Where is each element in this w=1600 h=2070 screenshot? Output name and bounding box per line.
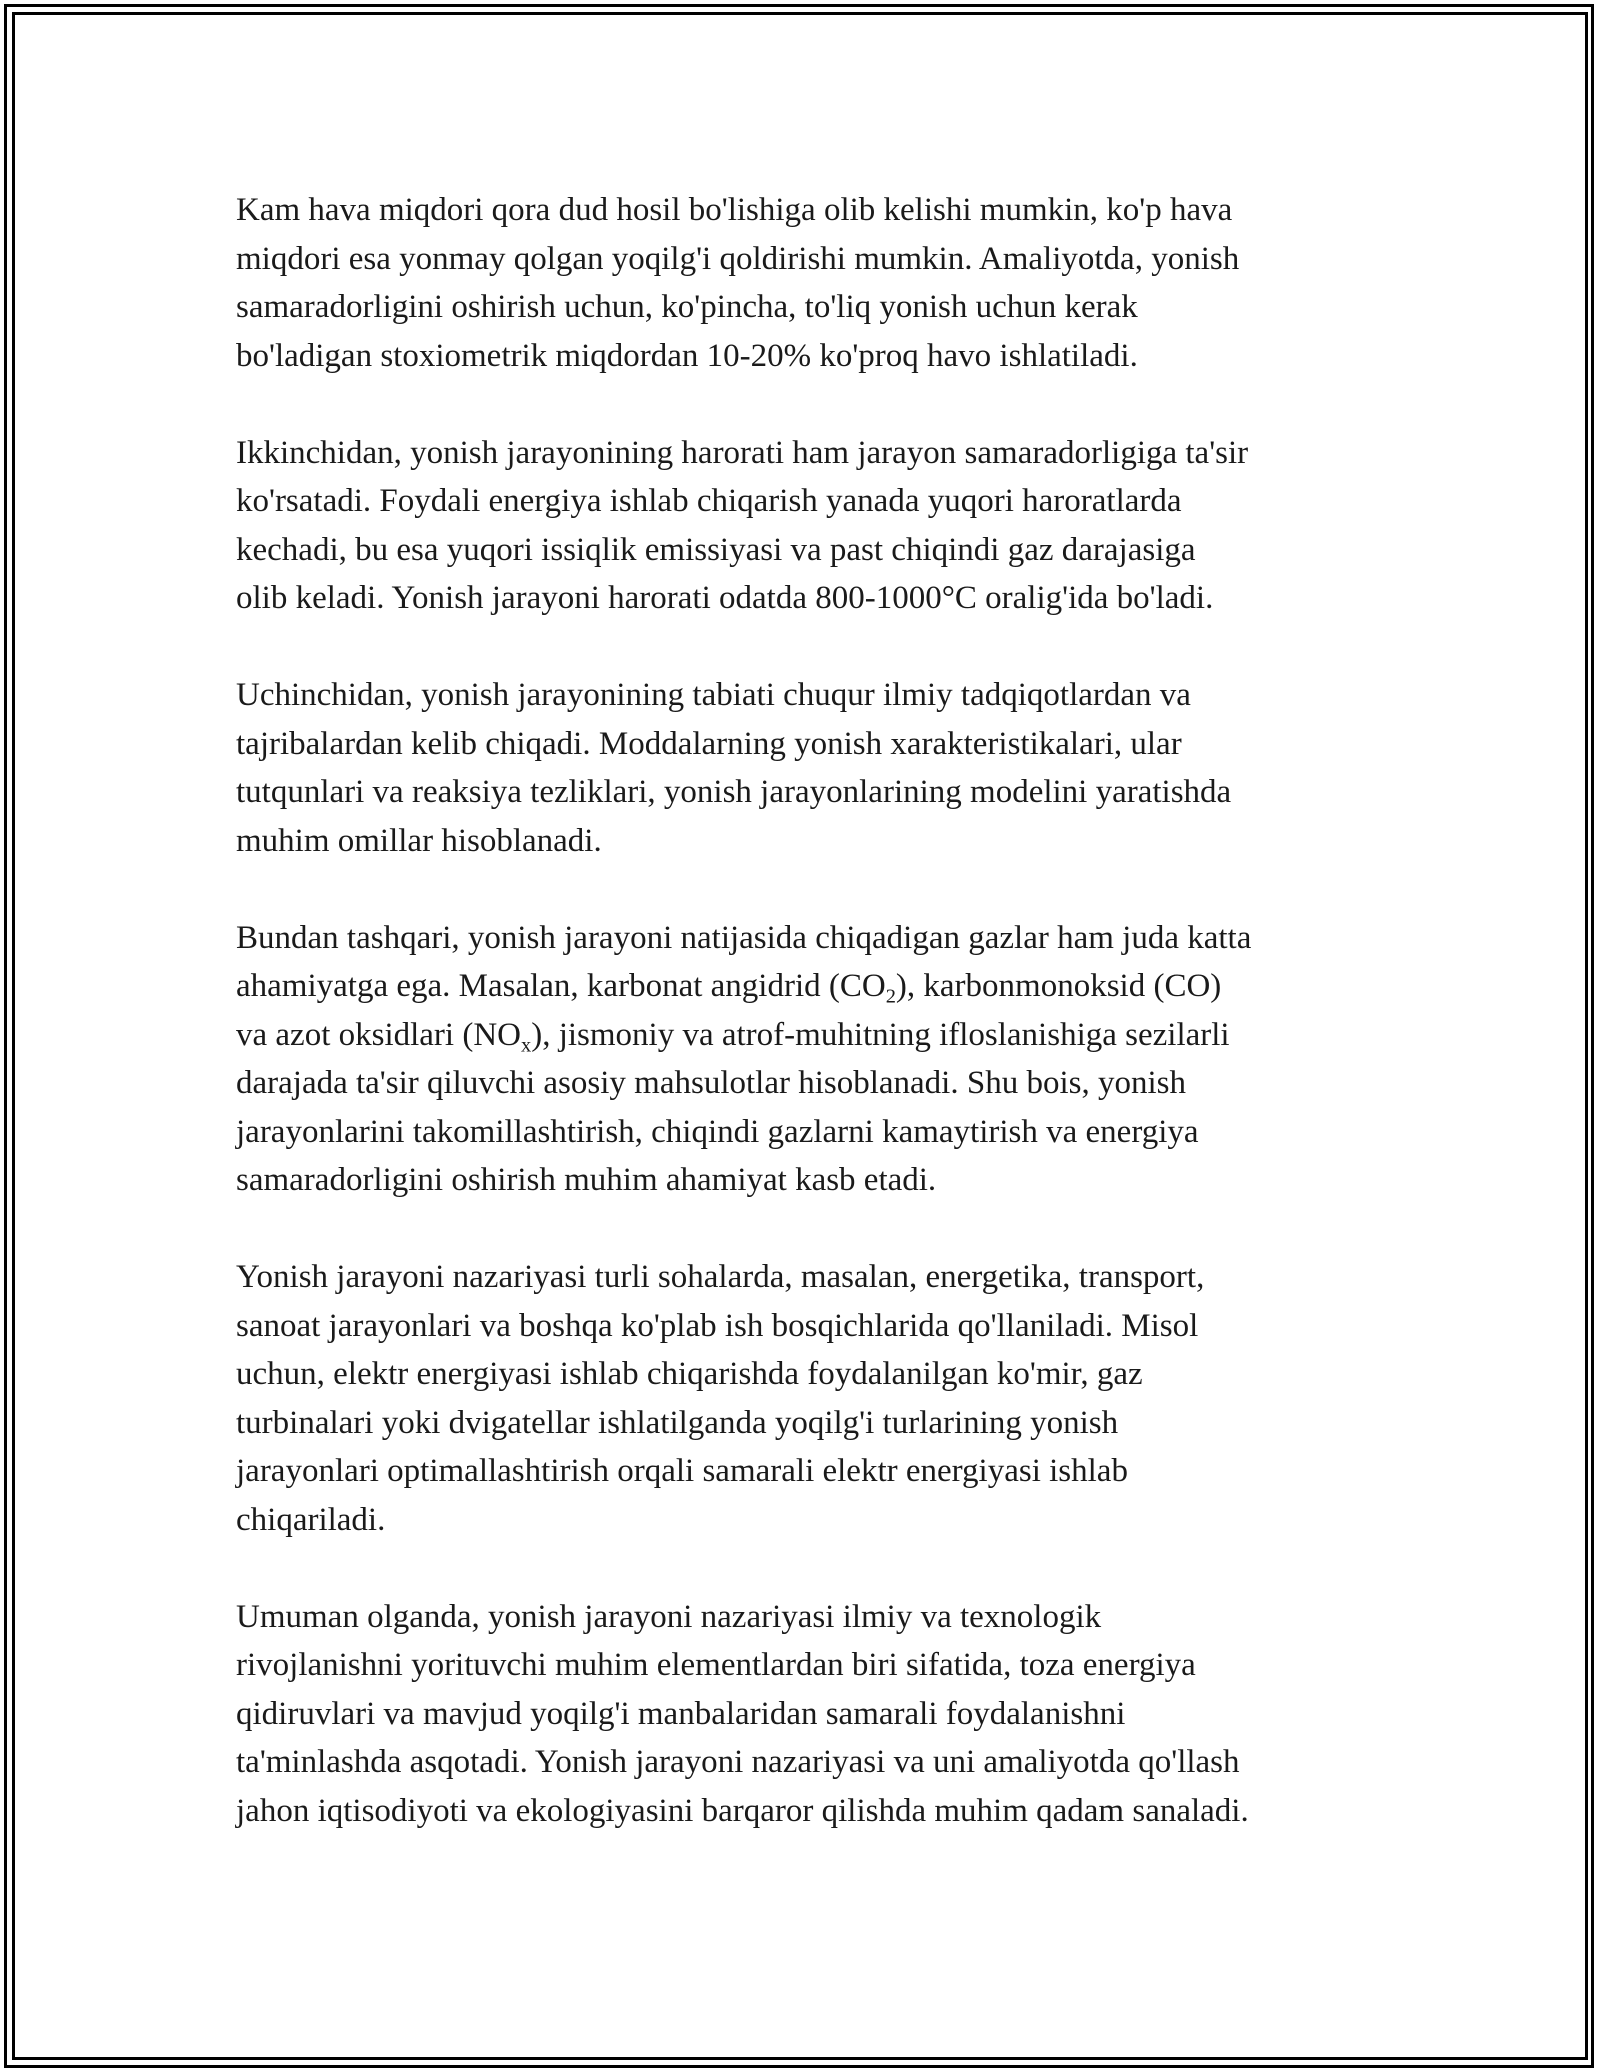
subscript: 2: [885, 985, 896, 1008]
text-line: sanoat jarayonlari va boshqa ko'plab ish bosqichlarida qo'llaniladi. Misol: [236, 1307, 1199, 1344]
text-line: Yonish jarayoni nazariyasi turli sohalarda, masalan, energetika, transport,: [236, 1259, 1205, 1295]
paragraph-nature: [236, 671, 1376, 865]
text-line: tajribalardan kelib chiqadi. Moddalarning yonish xarakteristikalari, ular: [236, 725, 1182, 762]
text-line: turbinalari yoki dvigatellar ishlatilganda yoqilg'i turlarining yonish: [236, 1404, 1119, 1441]
text-line: ko'rsatadi. Foydali energiya ishlab chiqarish yanada yuqori haroratlarda: [236, 483, 1182, 519]
paragraph-applications: [236, 1253, 1376, 1544]
text-line: Uchinchidan, yonish jarayonining tabiati chuqur ilmiy tadqiqotlardan va: [236, 677, 1191, 713]
text-segment: ), jismoniy va atrof-muhitning ifloslanishiga sezilarli: [531, 1016, 1230, 1053]
text-line: chiqariladi.: [236, 1501, 386, 1538]
text-line: jahon iqtisodiyoti va ekologiyasini barqaror qilishda muhim qadam sanaladi.: [236, 1792, 1249, 1829]
text-line: darajada ta'sir qiluvchi asosiy mahsulotlar hisoblanadi. Shu bois, yonish: [236, 1065, 1186, 1101]
text-line: uchun, elektr energiyasi ishlab chiqarishda foydalanilgan ko'mir, gaz: [236, 1356, 1143, 1392]
text-line: Umuman olganda, yonish jarayoni nazariyasi ilmiy va texnologik: [236, 1598, 1102, 1635]
paragraph-air-amount: [236, 186, 1376, 380]
text-line-co2: [236, 962, 1376, 1011]
text-line: ta'minlashda asqotadi. Yonish jarayoni nazariyasi va uni amaliyotda qo'llash: [236, 1744, 1240, 1780]
text-line: Bundan tashqari, yonish jarayoni natijasida chiqadigan gazlar ham juda katta: [236, 919, 1252, 956]
paragraph-emissions: [236, 914, 1376, 1205]
text-line: rivojlanishni yorituvchi muhim elementlardan biri sifatida, toza energiya: [236, 1647, 1196, 1683]
paragraph-conclusion: [236, 1593, 1376, 1836]
paragraph-temperature: [236, 429, 1376, 623]
document-body: [236, 186, 1376, 1884]
text-line: tutqunlari va reaksiya tezliklari, yonish jarayonlarining modelini yaratishda: [236, 774, 1232, 810]
text-line: samaradorligini oshirish uchun, ko'pincha, to'liq yonish uchun kerak: [236, 289, 1138, 325]
text-line: samaradorligini oshirish muhim ahamiyat kasb etadi.: [236, 1162, 937, 1198]
text-segment: va azot oksidlari (NO: [236, 1016, 521, 1053]
text-line: Ikkinchidan, yonish jarayonining harorati ham jarayon samaradorligiga ta'sir: [236, 434, 1249, 471]
text-line: kechadi, bu esa yuqori issiqlik emissiyasi va past chiqindi gaz darajasiga: [236, 531, 1196, 568]
text-line: qidiruvlari va mavjud yoqilg'i manbalaridan samarali foydalanishni: [236, 1695, 1126, 1732]
text-segment: ), karbonmonoksid (CO): [895, 968, 1222, 1004]
text-line: jarayonlari optimallashtirish orqali samarali elektr energiyasi ishlab: [236, 1453, 1128, 1489]
subscript: x: [521, 1034, 532, 1057]
text-segment: ahamiyatga ega. Masalan, karbonat angidrid (CO: [236, 968, 886, 1004]
text-line: Kam hava miqdori qora dud hosil bo'lishiga olib kelishi mumkin, ko'p hava: [236, 192, 1233, 228]
text-line: miqdori esa yonmay qolgan yoqilg'i qoldirishi mumkin. Amaliyotda, yonish: [236, 240, 1240, 277]
text-line: bo'ladigan stoxiometrik miqdordan 10-20% ko'proq havo ishlatiladi.: [236, 337, 1138, 374]
text-line: muhim omillar hisoblanadi.: [236, 822, 602, 859]
text-line: jarayonlarini takomillashtirish, chiqindi gazlarni kamaytirish va energiya: [236, 1113, 1199, 1150]
text-line: olib keladi. Yonish jarayoni harorati odatda 800-1000°C oralig'ida bo'ladi.: [236, 580, 1214, 616]
text-line-nox: [236, 1011, 1376, 1060]
